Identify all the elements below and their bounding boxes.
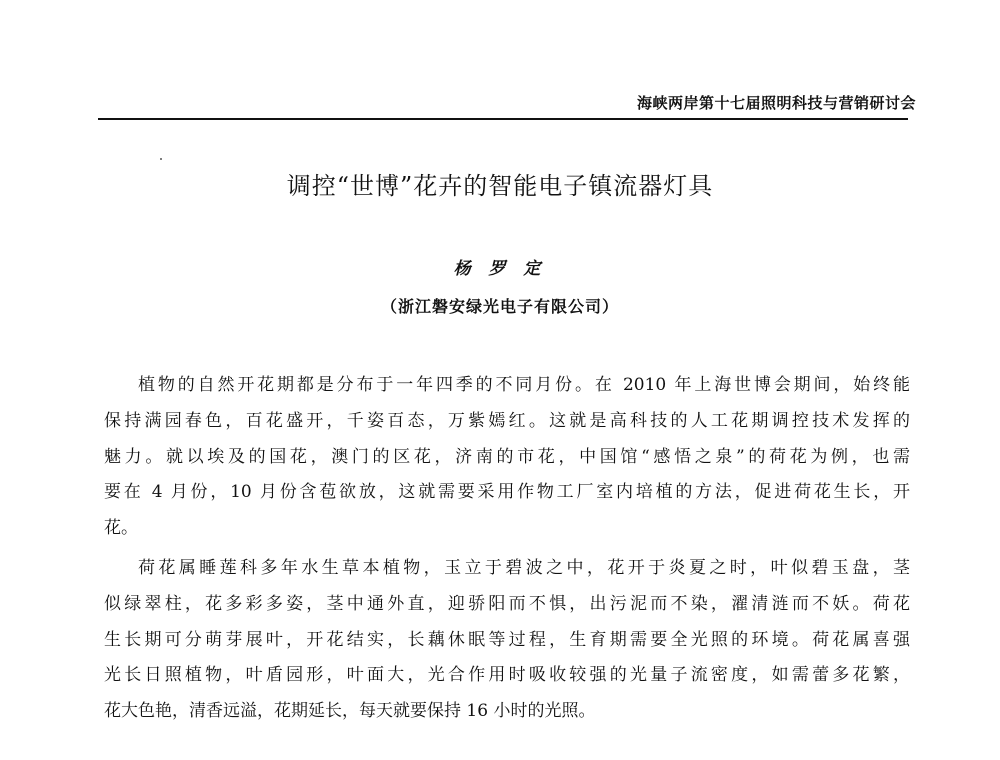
- paragraph-line: 要在 4 月份，10 月份含苞欲放，这就需要采用作物工厂室内培植的方法，促进荷花生长，开: [104, 482, 910, 503]
- paragraph-line: 植物的自然开花期都是分布于一年四季的不同月份。在 2010 年上海世博会期间，始终能: [138, 375, 910, 395]
- article-title: 调控“世博”花卉的智能电子镇流器灯具: [286, 172, 714, 200]
- body-text: [104, 368, 910, 730]
- header-rule: [98, 118, 908, 120]
- paragraph-line: 似绿翠柱，花多彩多姿，茎中通外直，迎骄阳而不惧，出污泥而不染，濯清涟而不妖。荷花: [104, 593, 910, 614]
- running-header: 海峡两岸第十七届照明科技与营销研讨会: [636, 94, 916, 112]
- author-affiliation: （浙江磐安绿光电子有限公司）: [380, 297, 619, 316]
- paragraph-2: [104, 551, 910, 730]
- paragraph-line: 魅力。就以埃及的国花，澳门的区花，济南的市花，中国馆“感悟之泉”的荷花为例，也需: [104, 446, 910, 467]
- paragraph-line: 保持满园春色，百花盛开，千姿百态，万紫嫣红。这就是高科技的人工花期调控技术发挥的: [104, 410, 910, 431]
- paragraph-line: 光长日照植物，叶盾园形，叶面大，光合作用时吸收较强的光量子流密度，如需蕾多花繁，: [104, 665, 910, 686]
- paragraph-line: 花。: [104, 518, 138, 539]
- paragraph-line: 花大色艳，清香远溢，花期延长，每天就要保持 16 小时的光照。: [104, 701, 596, 722]
- paragraph-line: 生长期可分萌芽展叶，开花结实，长藕休眠等过程，生育期需要全光照的环境。荷花属喜强: [104, 629, 910, 650]
- paragraph-line: 荷花属睡莲科多年水生草本植物，玉立于碧波之中，花开于炎夏之时，叶似碧玉盘，茎: [138, 557, 910, 578]
- paragraph-1: [104, 368, 910, 547]
- scan-speck: [160, 158, 162, 160]
- author-name: 杨 罗 定: [453, 259, 547, 279]
